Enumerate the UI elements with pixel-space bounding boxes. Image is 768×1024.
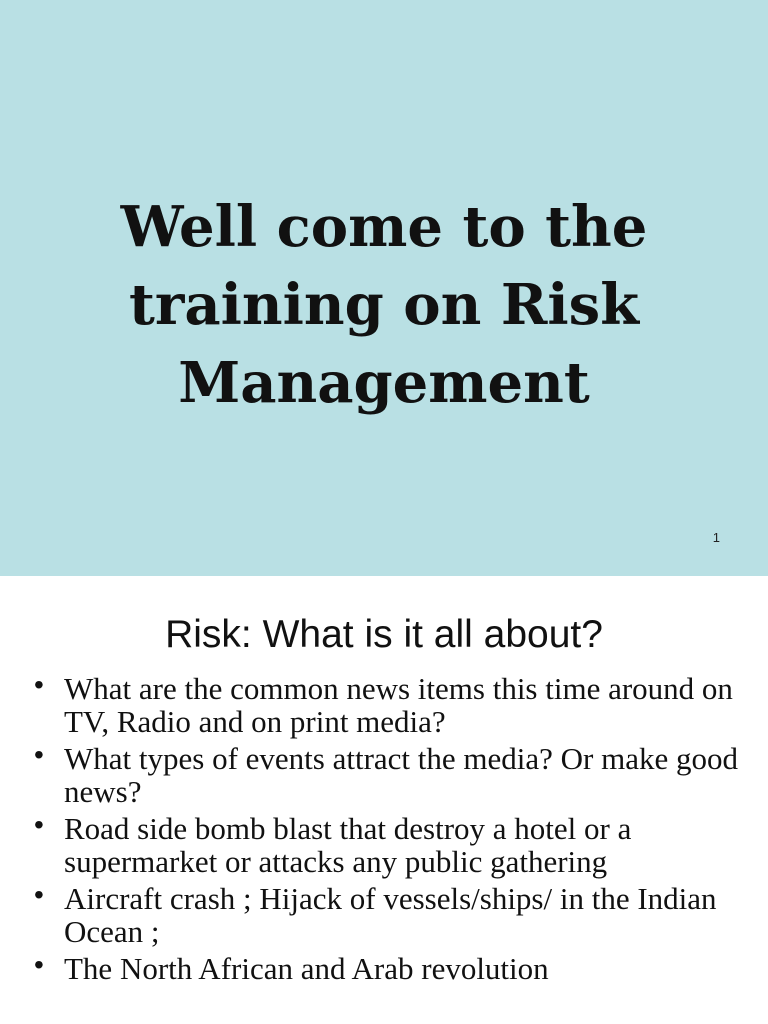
content-slide-heading: Risk: What is it all about? bbox=[165, 613, 603, 656]
bullet-icon: • bbox=[34, 879, 44, 910]
bullet-text: The North African and Arab revolution bbox=[64, 951, 549, 986]
bullet-list bbox=[0, 669, 768, 989]
bullet-item bbox=[0, 739, 768, 809]
bullet-text: What are the common news items this time around on TV, Radio and on print media? bbox=[64, 671, 733, 739]
bullet-icon: • bbox=[34, 949, 44, 980]
bullet-icon: • bbox=[34, 669, 44, 700]
bullet-item bbox=[0, 879, 768, 949]
bullet-text: What types of events attract the media? Or make good news? bbox=[64, 741, 738, 809]
bullet-icon: • bbox=[34, 809, 44, 840]
title-line: training on Risk bbox=[129, 272, 639, 338]
bullet-item bbox=[0, 669, 768, 739]
bullet-text: Aircraft crash ; Hijack of vessels/ships/ in the Indian Ocean ; bbox=[64, 881, 717, 949]
title-line: Well come to the bbox=[120, 194, 648, 260]
bullet-text: Road side bomb blast that destroy a hotel or a supermarket or attacks any public gathering bbox=[64, 811, 632, 879]
title-line: Management bbox=[178, 350, 590, 416]
bullet-icon: • bbox=[34, 739, 44, 770]
bullet-item bbox=[0, 809, 768, 879]
slide-number: 1 bbox=[712, 530, 720, 545]
content-slide bbox=[0, 576, 768, 1024]
title-slide-heading bbox=[40, 188, 728, 422]
bullet-item bbox=[0, 949, 768, 986]
